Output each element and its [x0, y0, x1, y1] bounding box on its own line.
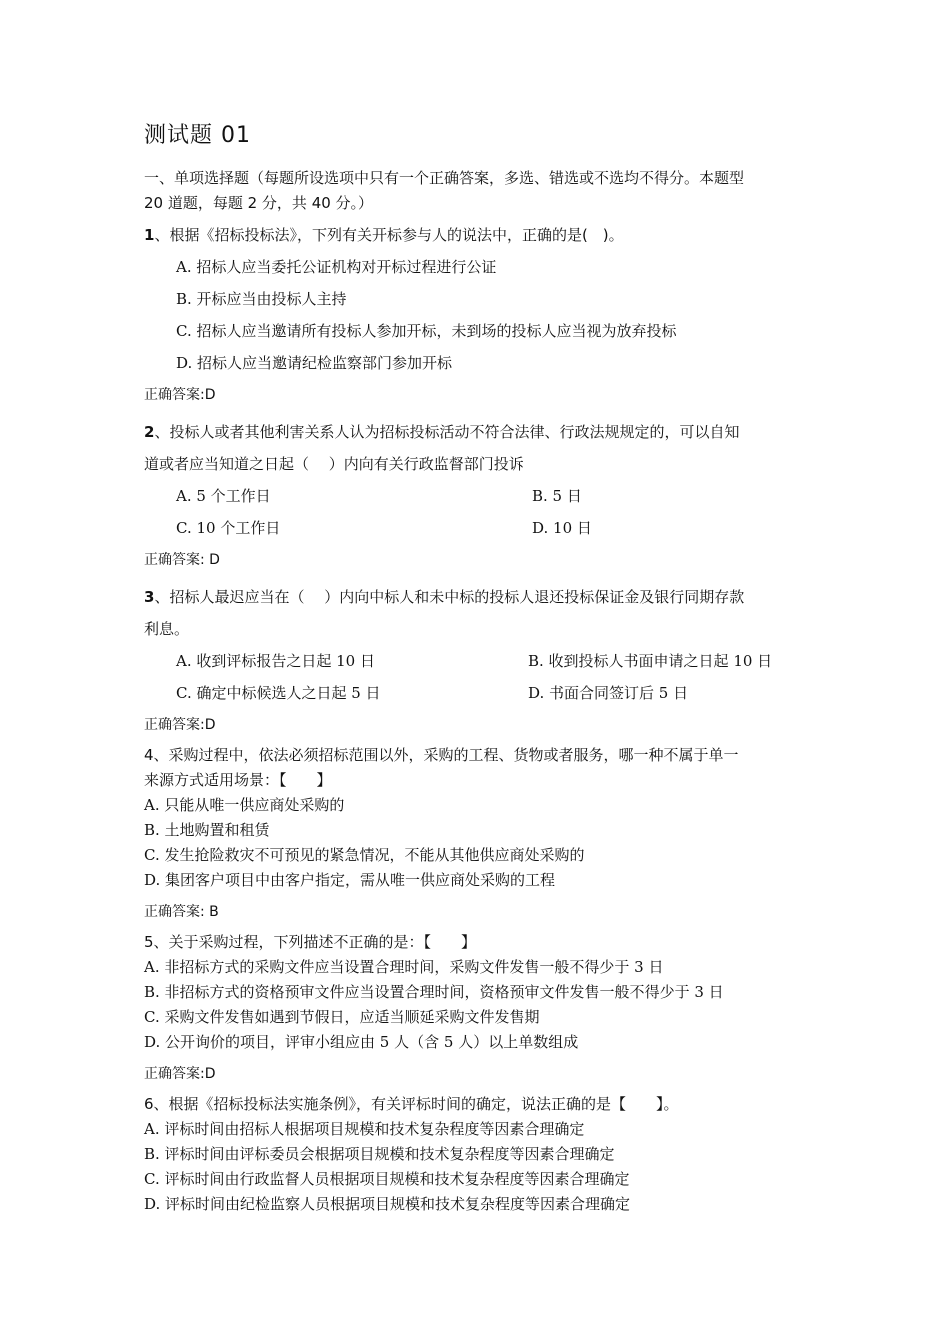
question-6-option-b: B. 评标时间由评标委员会根据项目规模和技术复杂程度等因素合理确定	[144, 1145, 615, 1163]
question-4-option-a: A. 只能从唯一供应商处采购的	[144, 796, 345, 814]
question-3-option-a: A. 收到评标报告之日起 10 日	[176, 652, 375, 670]
question-6-option-d: D. 评标时间由纪检监察人员根据项目规模和技术复杂程度等因素合理确定	[144, 1195, 631, 1213]
section-heading-line-1: 一、单项选择题（每题所设选项中只有一个正确答案，多选、错选或不选均不得分。本题型	[144, 169, 745, 187]
question-5-option-d: D. 公开询价的项目，评审小组应由 5 人（含 5 人）以上单数组成	[144, 1033, 579, 1051]
question-2-answer: 正确答案: D	[144, 552, 220, 568]
question-4-option-b: B. 土地购置和租赁	[144, 821, 270, 839]
question-5-option-b: B. 非招标方式的资格预审文件应当设置合理时间，资格预审文件发售一般不得少于 3 日	[144, 983, 724, 1001]
question-4-stem-line-1: 4、采购过程中，依法必须招标范围以外，采购的工程、货物或者服务，哪一种不属于单一	[144, 746, 739, 764]
question-2-option-b: B. 5 日	[532, 487, 582, 505]
question-3-number: 3	[144, 588, 155, 606]
question-3-stem-line-1	[144, 587, 744, 607]
question-3-text: 、招标人最迟应当在（ ）内向中标人和未中标的投标人退还投标保证金及银行同期存款	[154, 588, 745, 606]
question-5-option-c: C. 采购文件发售如遇到节假日，应适当顺延采购文件发售期	[144, 1008, 540, 1026]
question-5-option-a: A. 非招标方式的采购文件应当设置合理时间，采购文件发售一般不得少于 3 日	[144, 958, 664, 976]
question-1-option-d: D. 招标人应当邀请纪检监察部门参加开标	[176, 354, 453, 372]
question-1-answer: 正确答案:D	[144, 387, 216, 403]
question-3-answer: 正确答案:D	[144, 717, 216, 733]
question-2-stem-line-1	[144, 422, 739, 442]
question-6-option-a: A. 评标时间由招标人根据项目规模和技术复杂程度等因素合理确定	[144, 1120, 585, 1138]
question-4-option-c: C. 发生抢险救灾不可预见的紧急情况，不能从其他供应商处采购的	[144, 846, 585, 864]
question-3-option-d: D. 书面合同签订后 5 日	[528, 684, 689, 702]
question-5-stem: 5、关于采购过程，下列描述不正确的是：【 】	[144, 933, 477, 951]
question-1-option-c: C. 招标人应当邀请所有投标人参加开标，未到场的投标人应当视为放弃投标	[176, 322, 677, 340]
question-6-stem: 6、根据《招标投标法实施条例》，有关评标时间的确定，说法正确的是【 】。	[144, 1095, 679, 1113]
question-2-option-a: A. 5 个工作日	[176, 487, 271, 505]
question-1-text: 、根据《招标投标法》，下列有关开标参与人的说法中，正确的是( )。	[154, 226, 624, 244]
question-3-stem-line-2: 利息。	[144, 620, 190, 638]
section-heading-line-2: 20 道题，每题 2 分，共 40 分。）	[144, 194, 374, 212]
question-4-option-d: D. 集团客户项目中由客户指定，需从唯一供应商处采购的工程	[144, 871, 556, 889]
question-2-option-d: D. 10 日	[532, 519, 592, 537]
question-1-option-a: A. 招标人应当委托公证机构对开标过程进行公证	[176, 258, 497, 276]
question-4-stem-line-2: 来源方式适用场景：【 】	[144, 771, 332, 789]
question-1-stem	[144, 225, 624, 245]
question-2-text: 、投标人或者其他利害关系人认为招标投标活动不符合法律、行政法规规定的，可以自知	[154, 423, 740, 441]
question-2-number: 2	[144, 423, 155, 441]
question-2-stem-line-2: 道或者应当知道之日起（ ）内向有关行政监督部门投诉	[144, 455, 524, 473]
question-2-option-c: C. 10 个工作日	[176, 519, 281, 537]
page-title: 测试题 01	[144, 123, 251, 148]
question-1-number: 1	[144, 226, 155, 244]
question-1-option-b: B. 开标应当由投标人主持	[176, 290, 347, 308]
question-6-option-c: C. 评标时间由行政监督人员根据项目规模和技术复杂程度等因素合理确定	[144, 1170, 630, 1188]
question-5-answer: 正确答案:D	[144, 1066, 216, 1082]
question-3-option-b: B. 收到投标人书面申请之日起 10 日	[528, 652, 773, 670]
question-3-option-c: C. 确定中标候选人之日起 5 日	[176, 684, 381, 702]
question-4-answer: 正确答案: B	[144, 904, 219, 920]
